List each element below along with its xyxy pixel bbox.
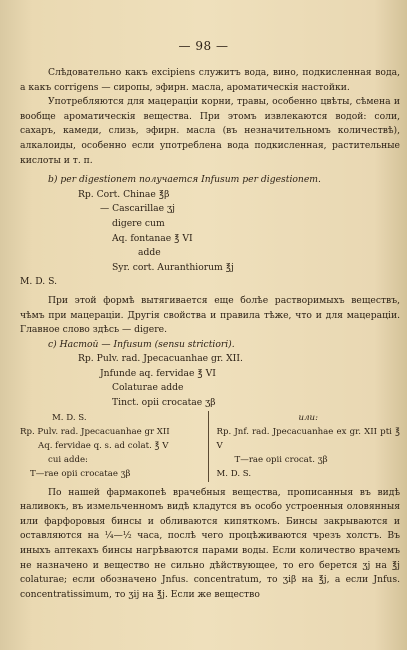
recipe-column-left <box>20 411 209 482</box>
recipe-line: adde <box>138 247 161 259</box>
recipe-columns <box>20 411 400 482</box>
recipe-line: cui adde: <box>48 455 88 466</box>
recipe-signature: M. D. S. <box>216 469 252 480</box>
section-heading-digestion: b) per digestionem получается Infusum per digestionem. <box>48 174 321 186</box>
recipe-line: Rp. Pulv. rad. Jpecacuanhae gr XII <box>20 426 170 437</box>
recipe-line: Rp. Jnf. rad. Jpecacuanhae ex gr. XII pti ℥ V <box>216 426 400 452</box>
recipe-line: digere cum <box>112 217 165 229</box>
paragraph-excipiens: Слѣдовательно какъ excipiens служитъ вода, вино, подкисленная вода, а какъ corrigens — сиропы, эфирн. масла, ароматическія настойки. <box>20 67 400 93</box>
recipe-signature: M. D. S. <box>20 276 58 288</box>
alternative-marker: или: <box>298 412 318 423</box>
recipe-line: T—rae opii crocatae ʒβ <box>30 469 131 480</box>
recipe-line: Jnfunde aq. fervidae ℥ VI <box>100 367 216 379</box>
recipe-line: Aq. fervidae q. s. ad colat. ℥ V <box>38 441 169 452</box>
paragraph-digestion: При этой формѣ вытягивается еще болѣе растворимыхъ веществъ, чѣмъ при мацераціи. Другія свойства и правила тѣже, что и для мацераціи. Главное слово здѣсь — digere. <box>20 294 400 336</box>
recipe-line: Rp. Cort. Chinae ℥β <box>78 188 170 200</box>
recipe-column-right <box>209 411 401 482</box>
paragraph-pharmacopoeia: По нашей фармакопеѣ врачебныя вещества, прописанныя въ видѣ наливокъ, въ измельченномъ видѣ кладутся въ особо устроенныя оловянныя или фарфоровыя бинсы и обливаются кипяткомъ. Бинсы закрываются и оставляются на ¼—½ часа, послѣ чего процѣживаются чрезъ холстъ. Въ иныхъ аптекахъ бинсы нагрѣваются парами воды. Если количество врачемъ не назначено и вещество не сильно дѣйствующее, то его берется ʒj на ℥j colaturae; если обозначено Jnfus. concentratum, то ʒiβ на ℥j, а если Jnfus. concentratissimum, то ʒij на ℥j. Если же вещество <box>20 486 400 600</box>
recipe-line: Rp. Pulv. rad. Jpecacuanhae gr. XII. <box>78 353 243 365</box>
recipe-line: Colaturae adde <box>112 382 184 394</box>
recipe-line: T—rae opii crocat. ʒβ <box>234 455 328 466</box>
page-number: — 98 — <box>178 39 229 53</box>
recipe-line: Aq. fontanae ℥ VI <box>112 232 193 244</box>
section-heading-infusum: c) Настой — Infusum (sensu strictiori). <box>48 338 235 350</box>
recipe-line: — Cascarillae ʒj <box>100 203 176 215</box>
recipe-line: Syr. cort. Auranthiorum ℥j <box>112 261 234 273</box>
recipe-signature: M. D. S. <box>52 412 87 423</box>
paragraph-maceration: Употребляются для мацераціи корни, травы, особенно цвѣты, сѣмена и вообще ароматическія вещества. При этомъ извлекаются водой: соли, сахаръ, камеди, слизь, эфирн. масла (въ незначительномъ количествѣ), алкалоиды, особенно если употреблена вода подкисленная, растительные кислоты и т. п. <box>20 96 400 166</box>
page-body <box>20 66 400 602</box>
recipe-line: Tinct. opii crocatae ʒβ <box>112 397 216 409</box>
